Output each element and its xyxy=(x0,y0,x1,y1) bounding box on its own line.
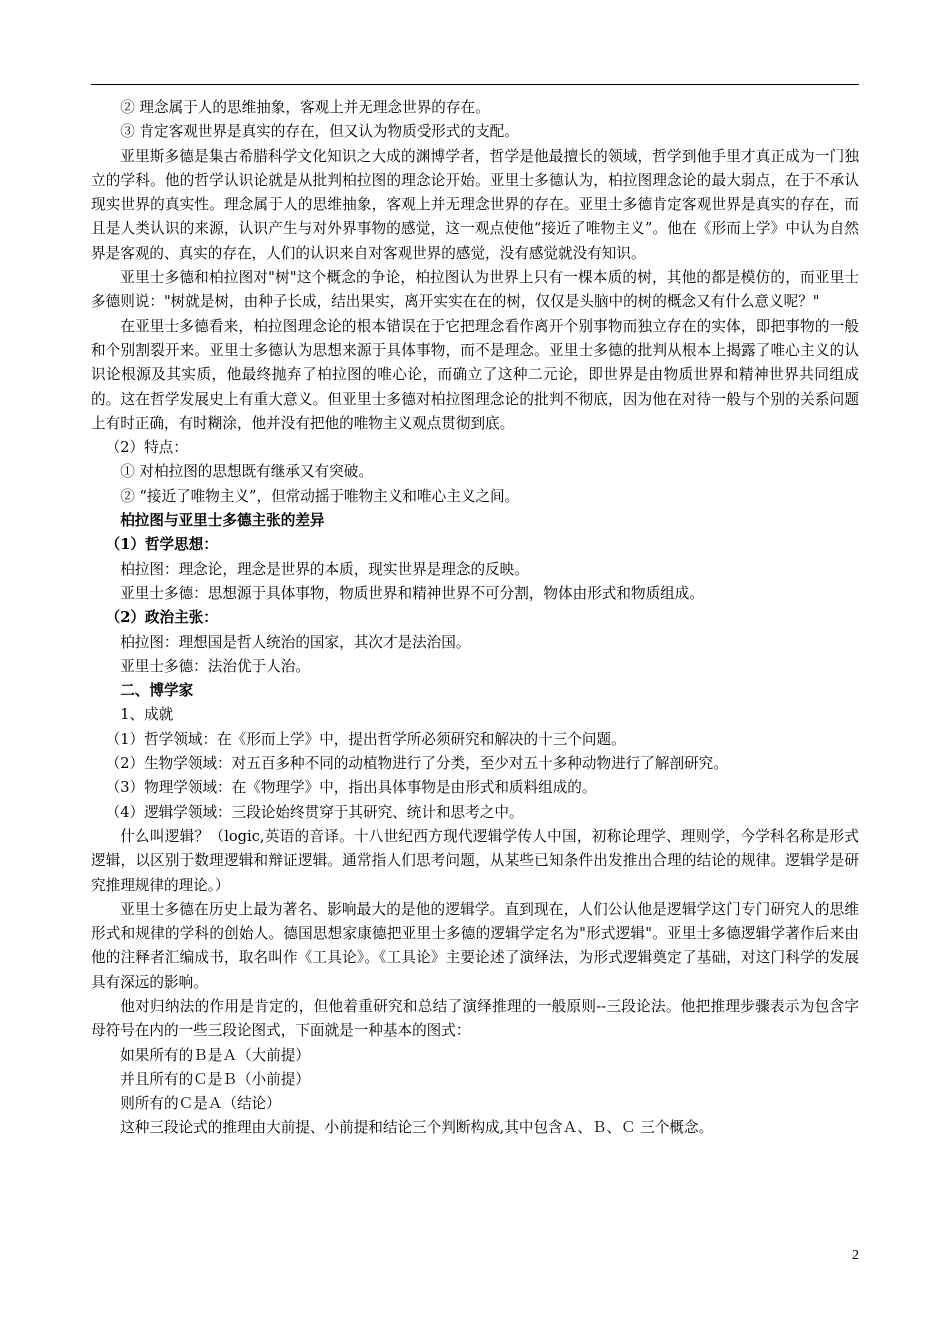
paragraph: 这种三段论式的推理由大前提、小前提和结论三个判断构成,其中包含Ａ、Ｂ、Ｃ 三个概念。 xyxy=(120,1119,714,1137)
paragraph: 如果所有的Ｂ是Ａ（大前提） xyxy=(120,1046,310,1064)
paragraph: （1）哲学思想： xyxy=(105,536,218,554)
paragraph: 亚里士多德在历史上最为著名、影响最大的是他的逻辑学。直到现在，人们公认他是逻辑学这门专门研究人的思维形式和规律的学科的创始人。德国思想家康德把亚里士多德的逻辑学定名为"形式逻辑"。亚里士多德逻辑学著作后来由他的注释者汇编成书，取名叫作《工具论》。《工具论》主要论述了演绎法，为形式逻辑奠定了基础，对这门科学的发展具有深远的影响。 xyxy=(91,900,859,991)
paragraph: 柏拉图：理念论，理念是世界的本质，现实世界是理念的反映。 xyxy=(120,560,529,578)
paragraph: （4）逻辑学领域：三段论始终贯穿于其研究、统计和思考之中。 xyxy=(105,803,524,821)
paragraph: 什么叫逻辑？（logic,英语的音译。十八世纪西方现代逻辑学传人中国，初称论理学、理则学，今学科名称是形式逻辑，以区别于数理逻辑和辩证逻辑。通常指人们思考问题，从某些已知条件出发推出合理的结论的规律。逻辑学是研究推理规律的理论。） xyxy=(91,827,859,894)
document-body xyxy=(91,96,859,1141)
paragraph: （2）生物学领域：对五百多种不同的动植物进行了分类，至少对五十多种动物进行了解剖研究。 xyxy=(105,755,728,773)
paragraph: ③ 肯定客观世界是真实的存在，但又认为物质受形式的支配。 xyxy=(120,123,519,141)
paragraph: 在亚里士多德看来，柏拉图理念论的根本错误在于它把理念看作离开个别事物而独立存在的实体，即把事物的一般和个别割裂开来。亚里士多德认为思想来源于具体事物，而不是理念。亚里士多德的批判从根本上揭露了唯心主义的认识论根源及其实质，他最终抛弃了柏拉图的唯心论，而确立了这种二元论，即世界是由物质世界和精神世界共同组成的。这在哲学发展史上有重大意义。但亚里士多德对柏拉图理念论的批判不彻底，因为他在对待一般与个别的关系问题上有时正确，有时糊涂，他并没有把他的唯物主义观点贯彻到底。 xyxy=(91,317,859,432)
paragraph: （2）特点： xyxy=(105,439,188,457)
paragraph: 亚里士多德：思想源于具体事物，物质世界和精神世界不可分割，物体由形式和物质组成。 xyxy=(120,584,704,602)
page-number: 2 xyxy=(852,1248,859,1263)
paragraph: 亚里士多德：法治优于人治。 xyxy=(120,657,310,675)
paragraph: 1、成就 xyxy=(120,706,174,724)
paragraph: 并且所有的Ｃ是Ｂ（小前提） xyxy=(120,1070,310,1088)
header-rule xyxy=(91,84,859,85)
paragraph: ① 对柏拉图的思想既有继承又有突破。 xyxy=(120,463,373,481)
paragraph: 二、博学家 xyxy=(120,682,194,700)
paragraph: （1）哲学领域：在《形而上学》中，提出哲学所必须研究和解决的十三个问题。 xyxy=(105,730,626,748)
paragraph: 柏拉图与亚里士多德主张的差异 xyxy=(120,512,325,530)
paragraph: 亚里士多德和柏拉图对"树"这个概念的争论，柏拉图认为世界上只有一棵本质的树，其他的都是模仿的，而亚里士多德则说："树就是树，由种子长成，结出果实，离开实实在在的树，仅仅是头脑中的树的概念又有什么意义呢？" xyxy=(91,269,859,311)
paragraph: 则所有的Ｃ是Ａ（结论） xyxy=(120,1095,281,1113)
paragraph: （2）政治主张： xyxy=(105,609,218,627)
paragraph: 柏拉图：理想国是哲人统治的国家，其次才是法治国。 xyxy=(120,633,471,651)
paragraph: 他对归纳法的作用是肯定的，但他着重研究和总结了演绎推理的一般原则--三段论法。他把推理步骤表示为包含字母符号在内的一些三段论图式，下面就是一种基本的图式： xyxy=(91,997,859,1040)
paragraph: 亚里斯多德是集古希腊科学文化知识之大成的渊博学者，哲学是他最擅长的领域，哲学到他手里才真正成为一门独立的学科。他的哲学认识论就是从批判柏拉图的理念论开始。亚里士多德认为，柏拉图理念论的最大弱点，在于不承认现实世界的真实性。理念属于人的思维抽象，客观上并无理念世界的存在。亚里士多德肯定客观世界是真实的存在，而且是人类认识的来源，认识产生与对外界事物的感觉，这一观点使他“接近了唯物主义”。他在《形而上学》中认为自然界是客观的、真实的存在，人们的认识来自对客观世界的感觉，没有感觉就没有知识。 xyxy=(91,147,859,262)
paragraph: ② 理念属于人的思维抽象，客观上并无理念世界的存在。 xyxy=(120,99,490,116)
paragraph: （3）物理学领域：在《物理学》中，指出具体事物是由形式和质料组成的。 xyxy=(105,779,597,797)
paragraph: ② “接近了唯物主义”，但常动摇于唯物主义和唯心主义之间。 xyxy=(120,487,520,505)
